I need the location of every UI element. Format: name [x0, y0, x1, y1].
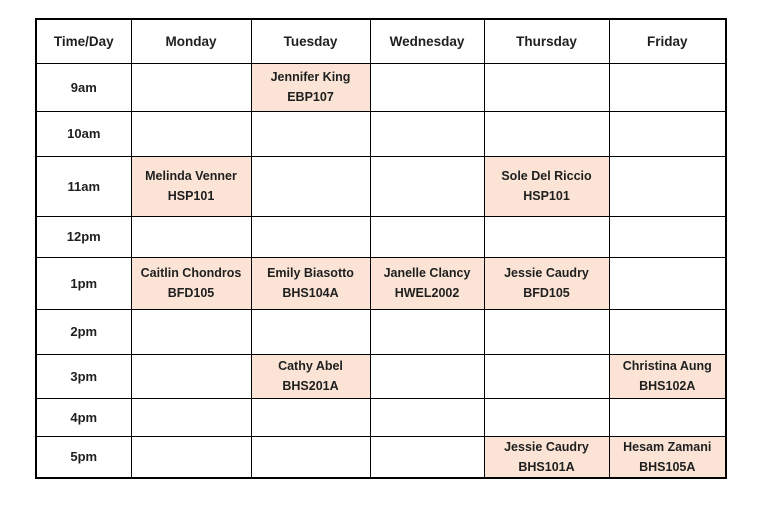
timetable-row-5pm — [36, 436, 726, 478]
empty-slot — [251, 156, 370, 216]
empty-slot — [370, 156, 484, 216]
entry-person-name: Jessie Caudry — [504, 439, 589, 454]
empty-slot — [609, 111, 726, 156]
header-day-2: Tuesday — [251, 19, 370, 63]
empty-slot — [370, 354, 484, 398]
empty-slot — [370, 398, 484, 436]
header-time-day: Time/Day — [36, 19, 131, 63]
weekly-timetable — [35, 18, 727, 479]
empty-slot — [484, 354, 609, 398]
empty-slot — [251, 436, 370, 478]
timetable-row-4pm — [36, 398, 726, 436]
entry-course-code: HWEL2002 — [394, 286, 460, 300]
entry-course-code: EBP107 — [287, 90, 334, 104]
time-label-1pm: 1pm — [36, 257, 131, 309]
empty-slot — [609, 156, 726, 216]
schedule-entry — [131, 257, 251, 309]
empty-slot — [609, 309, 726, 354]
timetable-row-9am — [36, 63, 726, 111]
empty-slot — [131, 309, 251, 354]
empty-slot — [131, 436, 251, 478]
empty-slot — [131, 398, 251, 436]
entry-person-name: Caitlin Chondros — [140, 266, 242, 280]
empty-slot — [370, 216, 484, 257]
schedule-entry — [131, 156, 251, 216]
timetable-row-1pm — [36, 257, 726, 309]
entry-course-code: BHS105A — [639, 459, 696, 474]
entry-person-name: Hesam Zamani — [623, 439, 712, 454]
entry-course-code: BHS101A — [518, 459, 575, 474]
entry-course-code: BFD105 — [523, 286, 570, 300]
header-row — [36, 19, 726, 63]
empty-slot — [609, 398, 726, 436]
empty-slot — [370, 436, 484, 478]
entry-course-code: BHS104A — [282, 286, 339, 300]
entry-course-code: HSP101 — [523, 189, 570, 203]
empty-slot — [370, 309, 484, 354]
timetable-row-10am — [36, 111, 726, 156]
schedule-entry — [251, 63, 370, 111]
empty-slot — [609, 63, 726, 111]
header-day-1: Monday — [131, 19, 251, 63]
time-label-12pm: 12pm — [36, 216, 131, 257]
empty-slot — [131, 354, 251, 398]
empty-slot — [484, 309, 609, 354]
empty-slot — [484, 111, 609, 156]
entry-course-code: BFD105 — [167, 286, 215, 300]
entry-person-name: Christina Aung — [622, 359, 712, 373]
header-day-3: Wednesday — [370, 19, 484, 63]
empty-slot — [251, 309, 370, 354]
timetable-row-12pm — [36, 216, 726, 257]
empty-slot — [251, 398, 370, 436]
entry-person-name: Jennifer King — [270, 70, 351, 84]
timetable-row-3pm — [36, 354, 726, 398]
entry-person-name: Emily Biasotto — [267, 266, 354, 280]
header-day-5: Friday — [609, 19, 726, 63]
time-label-9am: 9am — [36, 63, 131, 111]
time-label-10am: 10am — [36, 111, 131, 156]
schedule-entry — [251, 354, 370, 398]
schedule-entry — [609, 354, 726, 398]
empty-slot — [251, 111, 370, 156]
schedule-entry — [370, 257, 484, 309]
empty-slot — [370, 111, 484, 156]
empty-slot — [484, 216, 609, 257]
empty-slot — [484, 63, 609, 111]
time-label-11am: 11am — [36, 156, 131, 216]
empty-slot — [609, 216, 726, 257]
schedule-entry — [609, 436, 726, 478]
schedule-entry — [484, 156, 609, 216]
empty-slot — [609, 257, 726, 309]
schedule-entry — [251, 257, 370, 309]
timetable-row-2pm — [36, 309, 726, 354]
entry-person-name: Cathy Abel — [278, 359, 343, 373]
empty-slot — [484, 398, 609, 436]
entry-person-name: Janelle Clancy — [383, 266, 471, 280]
schedule-entry — [484, 436, 609, 478]
entry-person-name: Melinda Venner — [145, 169, 237, 183]
time-label-3pm: 3pm — [36, 354, 131, 398]
entry-course-code: HSP101 — [167, 189, 215, 203]
time-label-2pm: 2pm — [36, 309, 131, 354]
empty-slot — [131, 216, 251, 257]
entry-course-code: BHS201A — [282, 379, 339, 393]
empty-slot — [370, 63, 484, 111]
empty-slot — [251, 216, 370, 257]
entry-person-name: Jessie Caudry — [504, 266, 589, 280]
time-label-5pm: 5pm — [36, 436, 131, 478]
schedule-entry — [484, 257, 609, 309]
empty-slot — [131, 111, 251, 156]
timetable-row-11am — [36, 156, 726, 216]
time-label-4pm: 4pm — [36, 398, 131, 436]
entry-person-name: Sole Del Riccio — [501, 169, 592, 183]
empty-slot — [131, 63, 251, 111]
entry-course-code: BHS102A — [639, 379, 696, 393]
header-day-4: Thursday — [484, 19, 609, 63]
